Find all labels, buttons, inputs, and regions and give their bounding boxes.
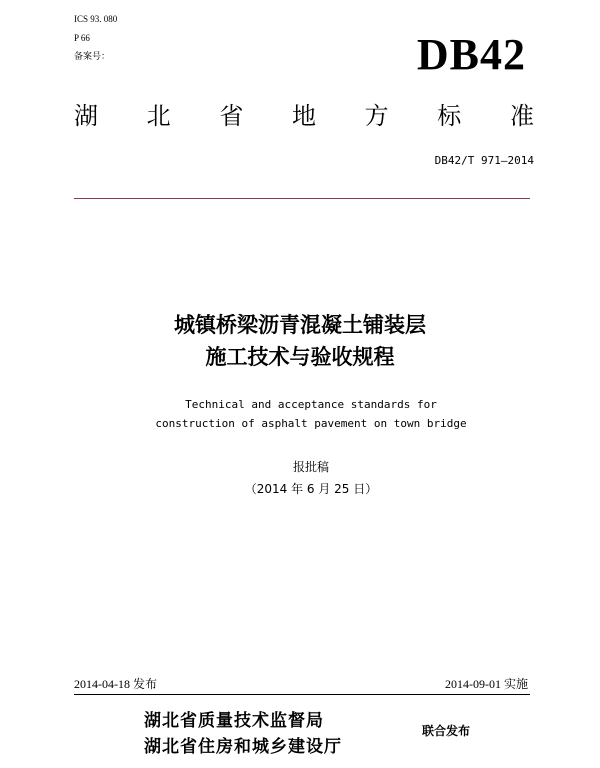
issuer-line-2: 湖北省住房和城乡建设厅 (144, 737, 342, 757)
standard-type-char: 地 (291, 102, 316, 130)
english-title-line-2: construction of asphalt pavement on town bridge (155, 417, 467, 430)
english-title-line-1: Technical and acceptance standards for (185, 398, 437, 411)
issue-date: 2014-04-18 发布 (74, 677, 157, 691)
standard-type-char: 准 (509, 102, 534, 130)
draft-date: （2014 年 6 月 25 日） (244, 482, 378, 496)
standard-type-char: 北 (146, 102, 171, 130)
standard-type-char: 方 (364, 102, 389, 130)
draft-label: 报批稿 (292, 460, 329, 474)
issuer-line-1: 湖北省质量技术监督局 (144, 711, 324, 731)
standard-type-char: 省 (219, 102, 244, 130)
standard-number: DB42/T 971—2014 (434, 154, 534, 167)
filing-number-label: 备案号： (74, 51, 111, 61)
joint-issue-label: 联合发布 (422, 724, 471, 738)
standard-type-char: 标 (437, 102, 462, 130)
header-divider (74, 198, 530, 199)
ics-code: ICS 93. 080 (74, 14, 118, 24)
implement-date: 2014-09-01 实施 (445, 677, 528, 691)
footer-divider (74, 694, 530, 695)
db-code: DB42 (416, 30, 526, 79)
title-line-1: 城镇桥梁沥青混凝土铺装层 (174, 313, 426, 337)
title-line-2: 施工技术与验收规程 (205, 345, 395, 369)
ccs-code: P 66 (74, 33, 90, 43)
standard-type-heading (74, 101, 534, 131)
standard-type-char: 湖 (74, 102, 98, 130)
